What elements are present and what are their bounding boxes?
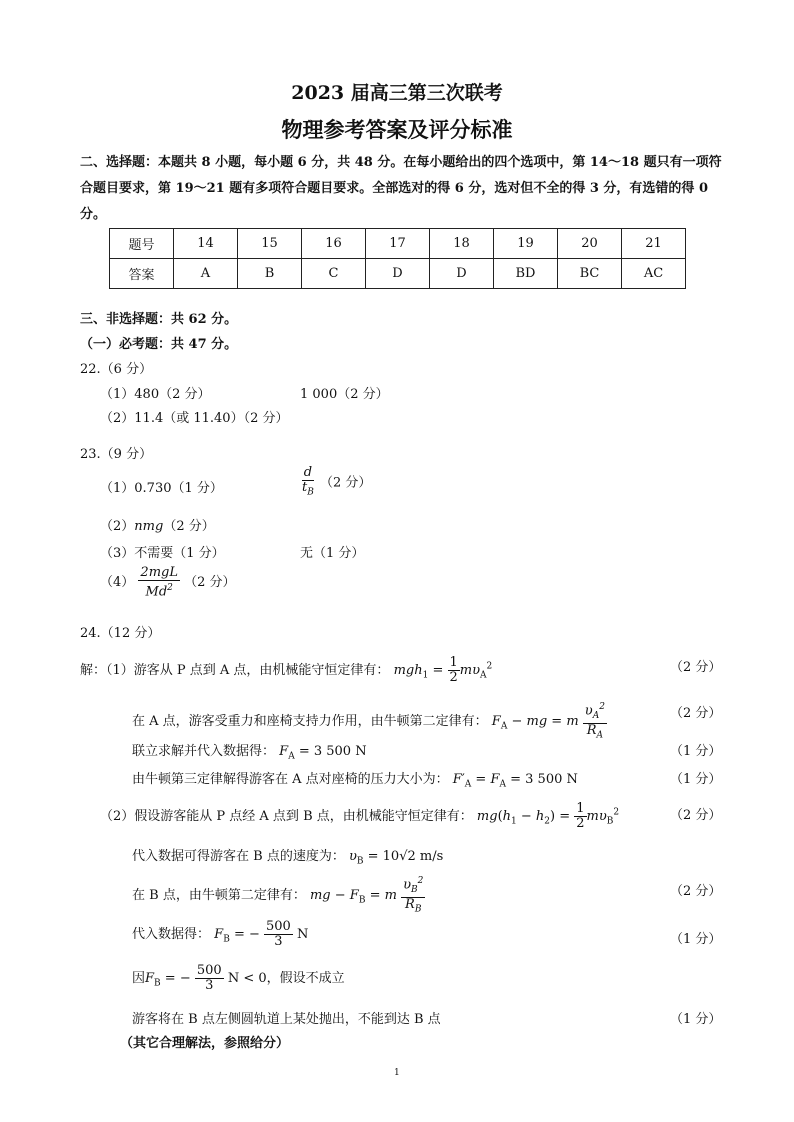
q24-score-2: （2 分）: [670, 706, 722, 721]
table-cell: 题号: [110, 229, 174, 259]
table-cell: A: [174, 259, 238, 289]
answer-table: [109, 228, 686, 289]
q24-step-10: 游客将在 B 点左侧圆轨道上某处抛出，不能到达 B 点: [132, 1012, 441, 1027]
q24-step-6: 代入数据可得游客在 B 点的速度为： $\upsilon_B = 10√2$ m/s: [132, 849, 444, 867]
q22-label: 22.（6 分）: [80, 362, 153, 377]
table-cell: 21: [622, 229, 686, 259]
q24-step-8: 代入数据得： $F_B$ = − $\frac{500}{3}$ N: [132, 919, 309, 949]
q23-answer-2: （2）nmg（2 分）: [100, 519, 215, 534]
q24-score-4: （1 分）: [670, 772, 722, 787]
document-title: 2023 届高三第三次联考: [291, 82, 503, 104]
table-cell: 17: [366, 229, 430, 259]
table-cell: AC: [622, 259, 686, 289]
table-cell: 19: [494, 229, 558, 259]
q24-step-5: （2）假设游客能从 P 点经 A 点到 B 点，由机械能守恒定律有： $mg(h_1 - h_2)$ = $\frac{1}{2}$ $m\upsilon_B^2$: [100, 801, 620, 831]
scoring-note: （其它合理解法，参照给分）: [120, 1036, 290, 1051]
q24-score-10: （1 分）: [670, 1012, 722, 1027]
q22-answer-2: （2）11.4（或 11.40）（2 分）: [100, 411, 289, 426]
table-cell: 18: [430, 229, 494, 259]
q24-step-3: 联立求解并代入数据得： $F_A = 3$ 500 N: [132, 744, 367, 762]
table-cell: B: [238, 259, 302, 289]
table-cell: 答案: [110, 259, 174, 289]
q22-answer-1: （1）480（2 分）: [100, 387, 211, 402]
table-row: [110, 229, 686, 259]
required-questions-heading: （一）必考题：共 47 分。: [80, 337, 238, 352]
page-number: 1: [394, 1068, 400, 1078]
q24-score-7: （2 分）: [670, 884, 722, 899]
q24-step-7: 在 B 点，由牛顿第二定律有： mg − $F_B = m$ $\frac{\upsilon_B^2}{R_B}$: [132, 876, 424, 915]
table-cell: BD: [494, 259, 558, 289]
table-cell: 20: [558, 229, 622, 259]
q24-score-1: （2 分）: [670, 660, 722, 675]
table-cell: C: [302, 259, 366, 289]
q24-score-5: （2 分）: [670, 808, 722, 823]
q23-answer-3b: 无（1 分）: [300, 546, 365, 561]
table-cell: 15: [238, 229, 302, 259]
table-cell: D: [430, 259, 494, 289]
q24-score-8: （1 分）: [670, 932, 722, 947]
q22-answer-1b: 1 000（2 分）: [300, 387, 389, 402]
q24-step-1: 解：（1）游客从 P 点到 A 点，由机械能守恒定律有： mgh$_1$ = $\frac{1}{2}$ $m\upsilon_A^2$: [80, 655, 493, 685]
table-row: [110, 259, 686, 289]
q23-answer-3: （3）不需要（1 分）: [100, 546, 225, 561]
q24-step-4: 由牛顿第三定律解得游客在 A 点对座椅的压力大小为： $F'_A = F_A = 3$ 500 N: [132, 772, 578, 790]
q24-step-9: 因$F_B$ = − $\frac{500}{3}$ N < 0，假设不成立: [132, 963, 345, 993]
table-cell: 16: [302, 229, 366, 259]
document-subtitle: 物理参考答案及评分标准: [281, 117, 513, 142]
table-cell: D: [366, 259, 430, 289]
table-cell: BC: [558, 259, 622, 289]
q24-label: 24.（12 分）: [80, 626, 161, 641]
section-3-heading: 三、非选择题：共 62 分。: [80, 312, 238, 327]
q23-answer-4: （4） $\frac{\text{2mgL}}{Md^2}$ （2 分）: [100, 565, 236, 600]
table-cell: 14: [174, 229, 238, 259]
q24-score-3: （1 分）: [670, 744, 722, 759]
q24-step-2: 在 A 点，游客受重力和座椅支持力作用，由牛顿第二定律有： $F_A$ − mg = m $\frac{\upsilon_A^2}{R_A}$: [132, 702, 605, 741]
q23-answer-1: （1）0.730（1 分）: [100, 481, 223, 496]
section-2-heading: 二、选择题：本题共 8 小题，每小题 6 分，共 48 分。在每小题给出的四个选项中，第 14～18 题只有一项符合题目要求，第 19～21 题有多项符合题目要求。全部选对的得 6 分，选对但不全的得 3 分，有选错的得 0 分。: [80, 155, 722, 222]
q23-label: 23.（9 分）: [80, 447, 153, 462]
q23-answer-1b: $\frac{d}{t_B}$ （2 分）: [302, 465, 372, 498]
